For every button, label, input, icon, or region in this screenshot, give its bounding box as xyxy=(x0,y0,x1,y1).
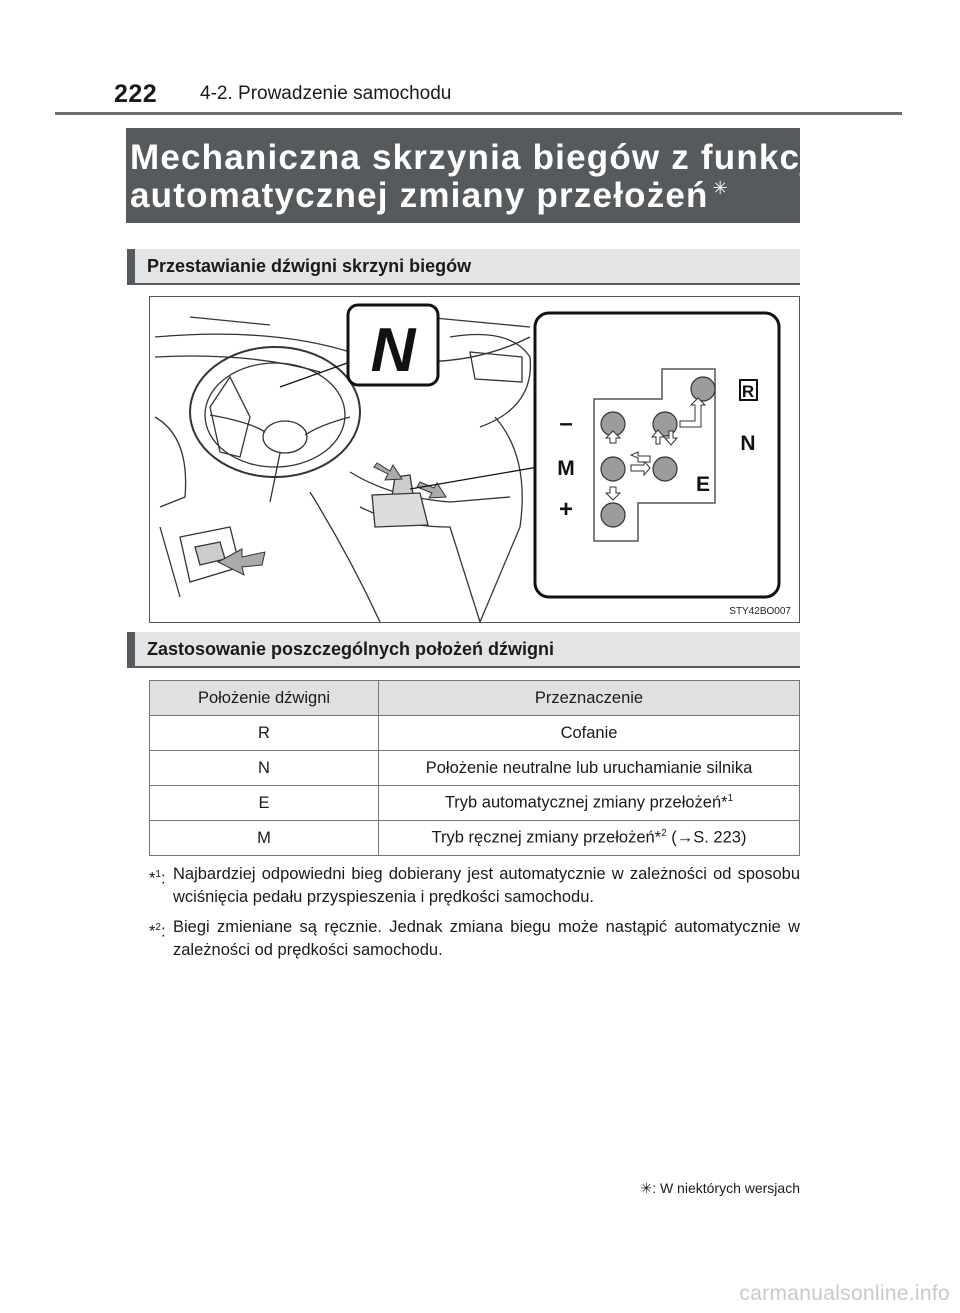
gate-label-M: M xyxy=(557,457,575,480)
gate-label-plus: + xyxy=(558,496,574,523)
purpose-text: Położenie neutralne lub uruchamianie silnika xyxy=(425,758,753,777)
table-header-row xyxy=(150,681,800,716)
footnote-2 xyxy=(149,916,800,962)
purpose-text: Tryb automatycznej zmiany przełożeń* xyxy=(444,793,728,812)
version-footnote xyxy=(640,1180,800,1197)
shift-lever-figure xyxy=(149,296,800,623)
footnote-2-asterisk: * xyxy=(149,922,156,941)
footnote-1 xyxy=(149,863,800,909)
footnote-1-mark: *$^1$: xyxy=(149,869,166,888)
gate-label-N: N xyxy=(740,432,756,455)
gate-plus-circle xyxy=(601,503,625,527)
table-cell-purpose xyxy=(379,786,800,821)
footnote-2-mark: *$^2$: xyxy=(149,922,166,941)
table-row xyxy=(150,821,800,856)
gate-label-R: R xyxy=(741,382,755,401)
title-line-2 xyxy=(130,176,729,216)
version-footnote-star: ✳ xyxy=(640,1180,653,1196)
purpose-text: Cofanie xyxy=(560,723,618,742)
page-header xyxy=(0,0,960,120)
table-header-position: Położenie dźwigni xyxy=(150,681,379,716)
positions-table xyxy=(149,680,800,856)
table-cell-position: M xyxy=(150,821,379,856)
page-reference-link[interactable]: (→S. 223) xyxy=(666,828,747,847)
subheading-shifting xyxy=(127,249,800,285)
title-line-2-text: automatycznej zmiany przełożeń xyxy=(130,176,709,215)
table-row xyxy=(150,786,800,821)
table-cell-position: E xyxy=(150,786,379,821)
purpose-text: Tryb ręcznej zmiany przełożeń* xyxy=(431,828,662,847)
title-star-mark: ✳ xyxy=(712,178,729,198)
footnote-1-asterisk: * xyxy=(149,869,156,888)
title-line-1: Mechaniczna skrzynia biegów z funkcją xyxy=(130,138,832,177)
gate-label-minus: – xyxy=(559,410,573,437)
subheading-positions xyxy=(127,632,800,668)
table-header-purpose: Przeznaczenie xyxy=(379,681,800,716)
table-row xyxy=(150,716,800,751)
cockpit-illustration xyxy=(150,297,799,622)
table-cell-position: N xyxy=(150,751,379,786)
footnote-ref: 2 xyxy=(661,828,667,840)
page-number: 222 xyxy=(114,80,158,108)
table-cell-position: R xyxy=(150,716,379,751)
version-footnote-text: : W niektórych wersjach xyxy=(652,1180,800,1196)
footnote-1-number: 1 xyxy=(155,869,161,880)
footnote-ref: 1 xyxy=(727,793,734,805)
gate-label-E: E xyxy=(695,473,711,496)
table-row xyxy=(150,751,800,786)
figure-code: STY42BO007 xyxy=(729,606,791,617)
header-rule xyxy=(55,112,902,115)
watermark: carmanualsonline.info xyxy=(739,1282,950,1305)
footnote-2-number: 2 xyxy=(155,922,161,933)
footnote-2-text: Biegi zmieniane są ręcznie. Jednak zmiana biegu może nastąpić automatycznie w zależności od prędkości samochodu. xyxy=(173,918,800,959)
table-cell-purpose xyxy=(379,821,800,856)
footnote-1-text: Najbardziej odpowiedni bieg dobierany jest automatycznie w zależności od sposobu wciśnięcia pedału przyspieszenia i prędkości samochodu. xyxy=(173,865,800,906)
subheading-shifting-text: Przestawianie dźwigni skrzyni biegów xyxy=(147,256,472,276)
section-title: 4-2. Prowadzenie samochodu xyxy=(200,83,452,104)
table-cell-purpose xyxy=(379,751,800,786)
table-cell-purpose xyxy=(379,716,800,751)
subheading-positions-text: Zastosowanie poszczególnych położeń dźwigni xyxy=(147,639,555,659)
gate-E-circle xyxy=(653,457,677,481)
gate-R-circle xyxy=(691,377,715,401)
gate-M-circle xyxy=(601,457,625,481)
gear-display-letter: N xyxy=(370,316,416,385)
